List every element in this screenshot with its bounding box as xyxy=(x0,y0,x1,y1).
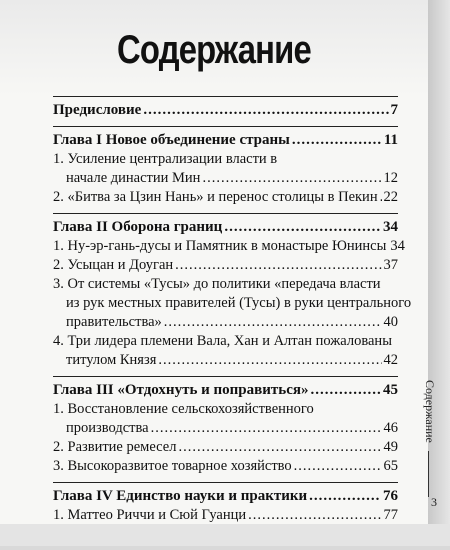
toc-entry-text: производства xyxy=(66,420,149,436)
chapter-heading-text: Глава IV Единство науки и практики xyxy=(53,488,308,504)
chapter-heading-text: Глава III «Отдохнуть и поправиться» xyxy=(53,382,309,398)
leader-dots xyxy=(224,218,381,237)
leader-dots xyxy=(309,487,381,506)
toc-section xyxy=(53,97,398,126)
chapter-heading-text: Глава II Оборона границ xyxy=(53,219,223,235)
chapter-heading xyxy=(53,381,398,400)
toc-entry xyxy=(53,506,398,525)
toc-entry xyxy=(53,169,398,188)
leader-dots xyxy=(175,256,381,275)
toc-entry-page: 77 xyxy=(383,507,398,523)
chapter-heading-page: 11 xyxy=(383,132,398,148)
toc-entry xyxy=(53,438,398,457)
toc-entry-line: из рук местных правителей (Тусы) в руки центрального xyxy=(66,295,412,311)
leader-dots xyxy=(294,457,382,476)
toc-section xyxy=(53,214,412,376)
chapter-heading xyxy=(53,131,398,150)
toc-entry-text: 1. Ну-эр-гань-дусы и Памятник в монастыре Юнинсы xyxy=(53,238,387,254)
page-gutter-shade xyxy=(428,0,450,546)
page-title: Содержание xyxy=(117,28,311,72)
toc-entry-text: 1. Маттео Риччи и Сюй Гуанци xyxy=(53,507,247,523)
toc-entry-text: правительства» xyxy=(66,314,162,330)
toc-entry-line: 4. Три лидера племени Вала, Хан и Алтан пожалованы xyxy=(53,333,392,349)
toc-entry xyxy=(53,256,398,275)
next-page-edge xyxy=(0,524,450,546)
toc-entry-page: 12 xyxy=(383,170,398,186)
toc-entry-line: 3. От системы «Тусы» до политики «передача власти xyxy=(53,276,381,292)
running-header: Содержание xyxy=(423,380,437,443)
toc-entry-text: 3. Высокоразвитое товарное хозяйство xyxy=(53,458,292,474)
chapter-heading-page: 76 xyxy=(383,488,398,504)
toc-entry-page: 40 xyxy=(383,314,398,330)
leader-dots xyxy=(380,188,382,207)
toc-entry-page: 65 xyxy=(383,458,398,474)
toc-entry xyxy=(53,188,398,207)
leader-dots xyxy=(248,506,381,525)
toc-entry-page: 22 xyxy=(383,189,398,205)
leader-dots xyxy=(292,131,382,150)
chapter-heading-page: 7 xyxy=(390,102,398,118)
chapter-heading-text: Глава I Новое объединение страны xyxy=(53,132,290,148)
chapter-heading-page: 45 xyxy=(383,382,398,398)
leader-dots xyxy=(151,419,382,438)
leader-dots xyxy=(310,381,381,400)
leader-dots xyxy=(202,169,381,188)
toc-entry-page: 46 xyxy=(383,420,398,436)
toc-entry-text: титулом Князя xyxy=(66,352,157,368)
leader-dots xyxy=(164,313,382,332)
chapter-heading-text: Предисловие xyxy=(53,102,142,118)
page-number: 3 xyxy=(431,495,437,509)
toc-entry-line: 1. Усиление централизации власти в xyxy=(53,151,278,167)
toc-entry xyxy=(53,351,398,370)
toc-entry-page: 34 xyxy=(390,238,405,254)
toc-entry-line: 1. Восстановление сельскохозяйственного xyxy=(53,401,314,417)
running-header-rule xyxy=(428,451,429,497)
toc-entry-page: 42 xyxy=(383,352,398,368)
chapter-heading xyxy=(53,101,398,120)
toc-section xyxy=(53,127,398,213)
chapter-heading xyxy=(53,487,398,506)
toc-entry-text: начале династии Мин xyxy=(66,170,201,186)
table-of-contents xyxy=(53,96,412,550)
toc-entry-text: 2. Усыцан и Доуган xyxy=(53,257,174,273)
toc-entry-text: 2. Развитие ремесел xyxy=(53,439,177,455)
leader-dots xyxy=(143,101,388,120)
toc-entry xyxy=(53,419,398,438)
chapter-heading xyxy=(53,218,398,237)
toc-section xyxy=(53,377,398,482)
toc-entry-text: 2. «Битва за Цзин Нань» и перенос столицы в Пекин xyxy=(53,189,378,205)
toc-entry-page: 37 xyxy=(383,257,398,273)
leader-dots xyxy=(178,438,381,457)
toc-entry xyxy=(53,457,398,476)
chapter-heading-page: 34 xyxy=(383,219,398,235)
toc-entry xyxy=(53,237,405,256)
leader-dots xyxy=(158,351,381,370)
toc-entry-page: 49 xyxy=(383,439,398,455)
toc-entry xyxy=(53,313,398,332)
